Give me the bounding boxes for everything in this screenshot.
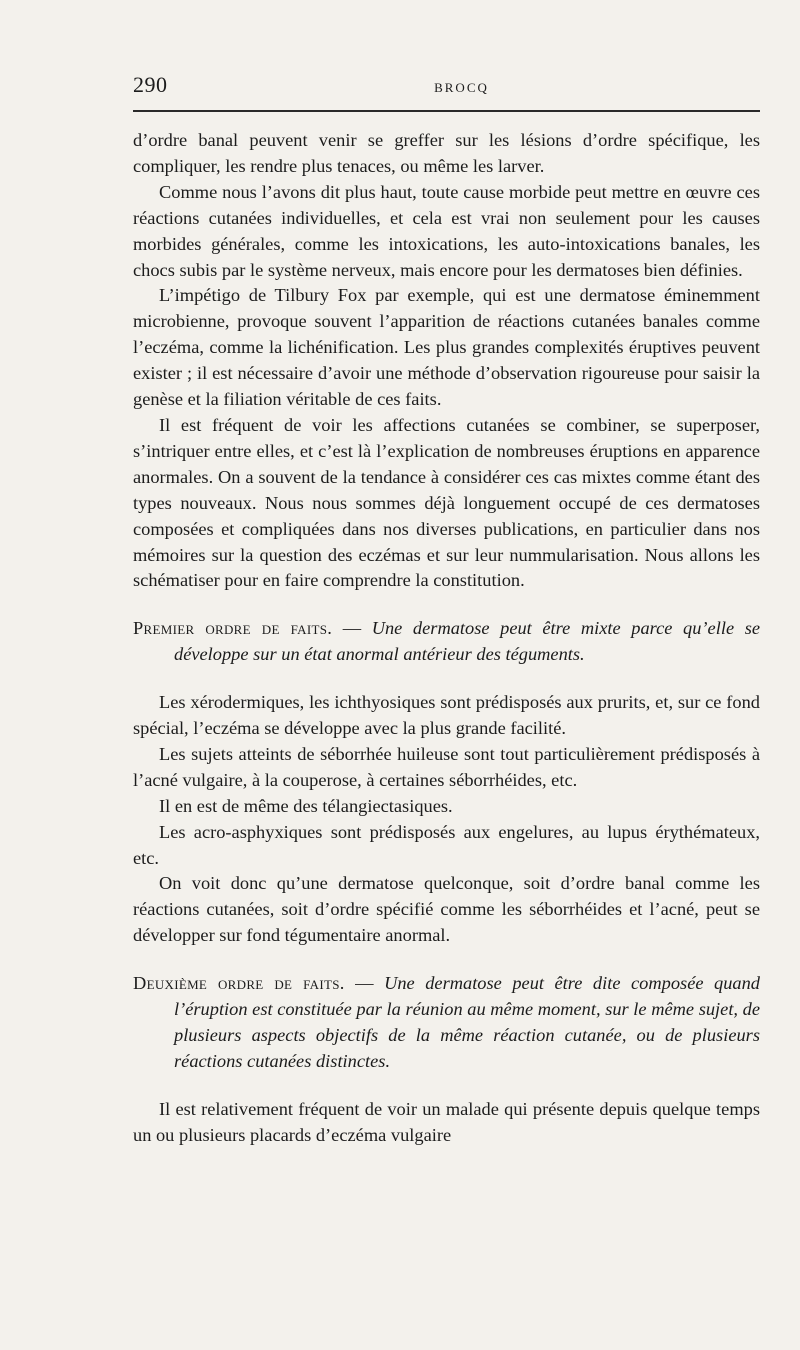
paragraph: Il en est de même des télangiectasiques. xyxy=(159,795,453,816)
spacer xyxy=(133,1075,760,1097)
paragraph: Les sujets atteints de séborrhée huileuse sont tout particulièrement prédisposés à l’acné vulgaire, à la couperose, à certaines séborrhéides, etc. xyxy=(133,743,760,790)
section-dash: — xyxy=(332,618,372,639)
paragraph: Les xérodermiques, les ichthyosiques sont prédisposés aux prurits, et, sur ce fond spécial, l’eczéma se développe avec la plus grande facilité. xyxy=(133,692,760,739)
spacer xyxy=(133,668,760,690)
spacer xyxy=(133,594,760,616)
paragraph: L’impétigo de Tilbury Fox par exemple, qui est une dermatose éminemment microbienne, provoque souvent l’apparition de réactions cutanées banales comme l’eczéma, comme la lichénification. Les plus grandes complexités éruptives peuvent exister ; il est nécessaire d’avoir une méthode d’observation rigoureuse pour saisir la genèse et la filiation véritable de ces faits. xyxy=(133,285,760,410)
section-heading-1 xyxy=(133,616,760,668)
spacer xyxy=(133,949,760,971)
paragraph: Comme nous l’avons dit plus haut, toute cause morbide peut mettre en œuvre ces réactions cutanées individuelles, et cela est vrai non seulement pour les causes morbides générales, comme les intoxications, les auto-intoxications banales, les chocs subis par le système nerveux, mais encore pour les dermatoses bien définies. xyxy=(133,181,760,280)
section-label: Deuxième ordre de faits. xyxy=(133,973,345,994)
section-label: Premier ordre de faits. xyxy=(133,618,333,639)
paragraph: d’ordre banal peuvent venir se greffer sur les lésions d’ordre spécifique, les compliquer, les rendre plus tenaces, ou même les larver. xyxy=(133,130,760,176)
paragraph: Il est relativement fréquent de voir un malade qui présente depuis quelque temps un ou plusieurs placards d’eczéma vulgaire xyxy=(133,1098,760,1145)
section-title: Une dermatose peut être dite composée quand l’éruption est constituée par la réunion au même moment, sur le même sujet, de plusieurs aspects objectifs de la même réaction cutanée, ou de plusieurs réactions cutanées distinctes. xyxy=(174,973,761,1071)
running-head: BROCQ xyxy=(434,80,489,95)
section-title: Une dermatose peut être mixte parce qu’elle se développe sur un état anormal antérieur des téguments. xyxy=(174,618,761,665)
body-text xyxy=(133,128,760,1149)
paragraph: On voit donc qu’une dermatose quelconque, soit d’ordre banal comme les réactions cutanées, soit d’ordre spécifié comme les séborrhéides et l’acné, peut se développer sur fond tégumentaire anormal. xyxy=(133,873,760,946)
page-number: 290 xyxy=(133,72,168,97)
section-heading-2 xyxy=(133,971,760,1075)
paragraph: Il est fréquent de voir les affections cutanées se combiner, se superposer, s’intriquer entre elles, et c’est là l’explication de nombreuses éruptions en apparence anormales. On a souvent de la tendance à considérer ces cas mixtes comme étant des types nouveaux. Nous nous sommes déjà longuement occupé de ces dermatoses composées et compliquées dans nos diverses publications, en particulier dans nos mémoires sur la question des eczémas et sur leur nummularisation. Nous allons les schématiser pour en faire comprendre la constitution. xyxy=(133,414,760,591)
paragraph: Les acro-asphyxiques sont prédisposés aux engelures, au lupus érythémateux, etc. xyxy=(133,821,760,868)
header-rule xyxy=(133,110,760,112)
page-header xyxy=(133,70,760,100)
section-dash: — xyxy=(344,973,385,994)
